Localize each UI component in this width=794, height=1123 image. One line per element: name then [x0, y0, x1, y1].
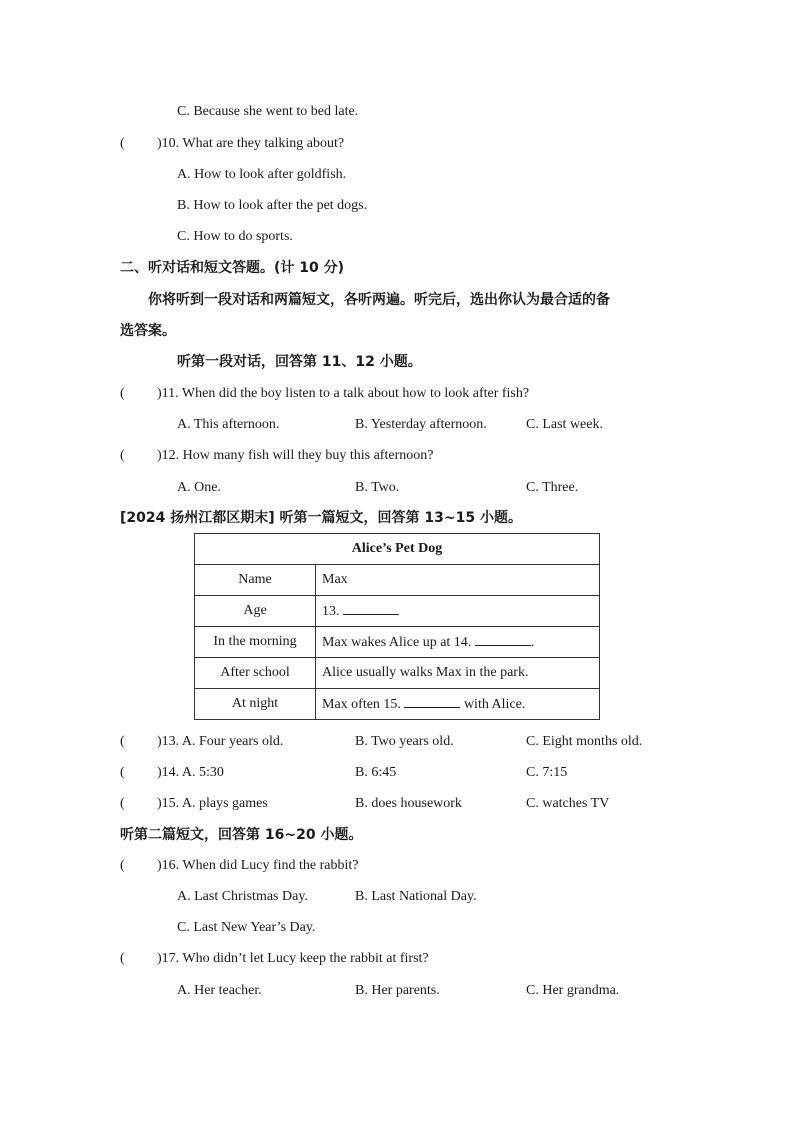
blank-13[interactable] [343, 602, 399, 615]
option-15c: C. watches TV [526, 796, 610, 811]
option-16b: B. Last National Day. [355, 889, 477, 904]
row-value: Max wakes Alice up at 14. [322, 635, 472, 650]
table-row [195, 689, 600, 720]
row-value: Max [316, 565, 600, 596]
row-label: Age [195, 596, 316, 627]
question-10: )10. What are they talking about? [157, 136, 345, 151]
section-2-intro-line1: 你将听到一段对话和两篇短文，各听两遍。听完后，选出你认为最合适的备 [148, 292, 610, 308]
option-12b: B. Two. [355, 480, 400, 495]
row-value: 13. [322, 604, 340, 619]
section-2-intro-line2: 选答案。 [120, 323, 176, 339]
option-17a: A. Her teacher. [177, 983, 262, 998]
option-12a: A. One. [177, 480, 221, 495]
section-2-heading: 二、听对话和短文答题。(计 10 分) [120, 260, 345, 276]
row-value-with-blank [316, 689, 600, 720]
table-title: Alice’s Pet Dog [195, 534, 600, 565]
question-17: )17. Who didn’t let Lucy keep the rabbit at first? [157, 951, 429, 966]
option-10a: A. How to look after goldfish. [177, 167, 347, 182]
option-13b: B. Two years old. [355, 734, 454, 749]
answer-paren-11[interactable]: ( [120, 386, 125, 401]
part-1-instruction: 听第一段对话，回答第 11、12 小题。 [177, 354, 422, 370]
part-3-instruction: 听第二篇短文，回答第 16~20 小题。 [120, 827, 363, 843]
row-label: In the morning [195, 627, 316, 658]
row-value: Alice usually walks Max in the park. [316, 658, 600, 689]
blank-14[interactable] [475, 633, 531, 646]
answer-paren-16[interactable]: ( [120, 858, 125, 873]
answer-paren-14[interactable]: ( [120, 765, 125, 780]
table-row [195, 565, 600, 596]
table-row [195, 596, 600, 627]
option-10b: B. How to look after the pet dogs. [177, 198, 368, 213]
option-12c: C. Three. [526, 480, 579, 495]
question-11: )11. When did the boy listen to a talk about how to look after fish? [157, 386, 530, 401]
option-10c: C. How to do sports. [177, 229, 293, 244]
answer-paren-15[interactable]: ( [120, 796, 125, 811]
part-2-instruction: [2024 扬州江都区期末] 听第一篇短文，回答第 13~15 小题。 [120, 510, 522, 526]
table-row [195, 627, 600, 658]
answer-paren-17[interactable]: ( [120, 951, 125, 966]
option-16a: A. Last Christmas Day. [177, 889, 308, 904]
row-value-with-blank [316, 596, 600, 627]
question-16: )16. When did Lucy find the rabbit? [157, 858, 359, 873]
option-11a: A. This afternoon. [177, 417, 280, 432]
table-row [195, 658, 600, 689]
question-15: )15. A. plays games [157, 796, 268, 811]
answer-paren-13[interactable]: ( [120, 734, 125, 749]
answer-paren-12[interactable]: ( [120, 448, 125, 463]
option-11c: C. Last week. [526, 417, 603, 432]
row-label: At night [195, 689, 316, 720]
row-label: After school [195, 658, 316, 689]
blank-15[interactable] [404, 695, 460, 708]
option-16c: C. Last New Year’s Day. [177, 920, 316, 935]
answer-paren-10[interactable]: ( [120, 136, 125, 151]
question-14: )14. A. 5:30 [157, 765, 224, 780]
option-14c: C. 7:15 [526, 765, 568, 780]
row-label: Name [195, 565, 316, 596]
row-value-with-blank [316, 627, 600, 658]
option-14b: B. 6:45 [355, 765, 397, 780]
pet-dog-table [194, 533, 600, 720]
row-suffix: . [530, 635, 535, 650]
row-suffix: with Alice. [460, 697, 526, 712]
question-12: )12. How many fish will they buy this afternoon? [157, 448, 434, 463]
option-15b: B. does housework [355, 796, 462, 811]
option-9c: C. Because she went to bed late. [177, 104, 359, 119]
row-value: Max often 15. [322, 697, 401, 712]
option-11b: B. Yesterday afternoon. [355, 417, 487, 432]
option-17b: B. Her parents. [355, 983, 440, 998]
option-17c: C. Her grandma. [526, 983, 620, 998]
question-13: )13. A. Four years old. [157, 734, 284, 749]
option-13c: C. Eight months old. [526, 734, 643, 749]
